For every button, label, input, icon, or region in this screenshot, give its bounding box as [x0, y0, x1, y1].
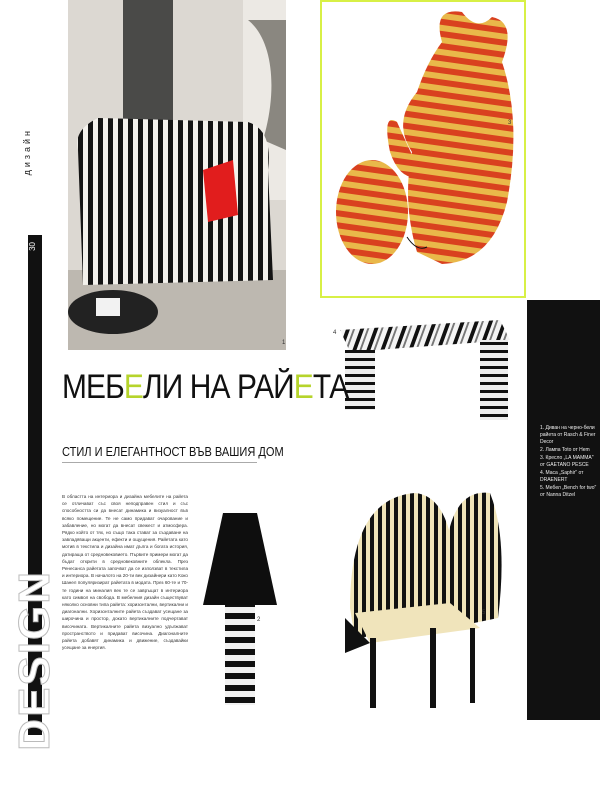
desk-photo: [325, 310, 515, 430]
caption-list: [540, 425, 598, 500]
image-number: 5: [482, 610, 486, 616]
vertical-brand-word: DESIGN: [10, 570, 59, 751]
sofa-photo: [68, 0, 286, 350]
headline-part: ЛИ НА РАЙ: [142, 368, 294, 406]
caption-item: 3. Кресло „LA MAMMA" от GAETANO PESCE: [540, 455, 594, 468]
section-label: дизайн: [22, 128, 32, 176]
lamp-photo: [195, 505, 285, 715]
caption-item: 4. Маса „Saphir" от DRAENERT: [540, 470, 584, 483]
image-number: 2: [257, 617, 261, 623]
armchair-photo: [320, 0, 526, 298]
headline: [62, 368, 348, 407]
caption-panel: [527, 300, 600, 720]
headline-accent-letter: Е: [293, 368, 313, 406]
image-number: 3: [508, 120, 512, 126]
headline-accent-letter: Е: [123, 368, 143, 406]
caption-item: 5. Мебел „Bench for two" от Nanna Ditzel: [540, 485, 597, 498]
page-number: 30: [28, 242, 37, 251]
chair-photo: [330, 478, 510, 718]
caption-item: 2. Лампа Toto от Hem: [540, 447, 590, 453]
subheadline: СТИЛ И ЕЛЕГАНТНОСТ ВЪВ ВАШИЯ ДОМ: [62, 444, 284, 459]
headline-part: ТА: [312, 368, 349, 406]
headline-part: МЕБ: [62, 368, 124, 406]
caption-item: 1. Диван на черно-бели райета от Rasch & Finer Decor: [540, 425, 596, 445]
divider: [62, 462, 257, 463]
image-number: 1: [282, 340, 286, 346]
image-number: 4: [333, 330, 337, 336]
article-body: В областта на интериора и дизайна мебелите на райета се отличават със своя неподправен стил и със способността си да внесат динамика и визуалност във всяко помещение. Те не само придават очарование и забавление, но могат да внесат свежест и атмосфера. Рядко който от тях, но също така стават за създаване на завладяващи акценти, ефекти и ощущения. Райетата като мотив в текстила и дизайна имат дълга и богата история, датираща от средновековието. Първите примери могат да бъдат открити в средновековните облекла. През Ренесанса райетата започват да се използват в текстила и интериора. В началото на 20-ти век дизайнери като Коко Шанел популяризират райетата в модата. През 60-те и 70-те години на миналия век те се завръщат в интериора като символ на свобода. В мебелния дизайн съществуват няколко основни типа райета: хоризонтални, вертикални и диагонални. Хоризонталните райета създават усещане за широчина и простор, докато вертикалните подчертават височината. Вертикалните райета визуално удължават пространството и придават височина. Диагоналните райета добавят динамика и движение, създавайки усещане за енергия.: [62, 494, 188, 651]
